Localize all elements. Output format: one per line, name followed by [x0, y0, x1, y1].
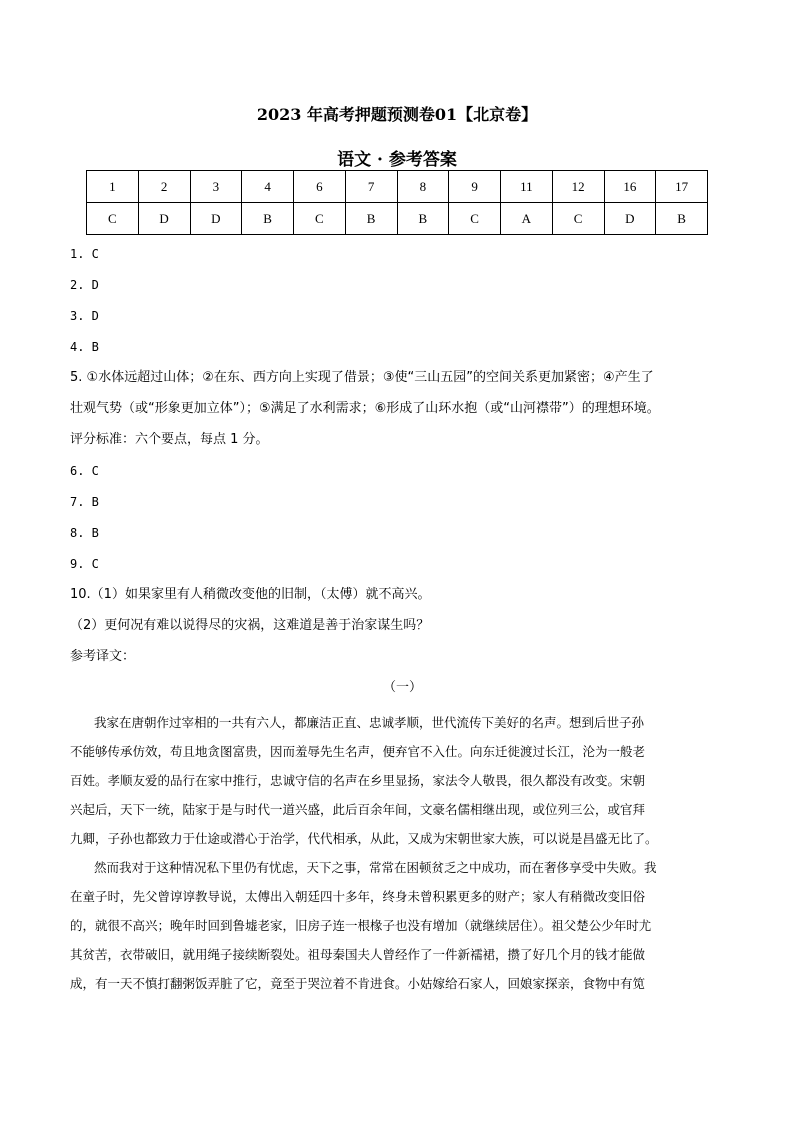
translation-line: 九卿，子孙也都致力于仕途或潜心于治学，代代相承，从此，又成为宋朝世家大族，可以说是昌盛无比了。: [70, 831, 658, 846]
question-number-row: [87, 171, 708, 203]
answer-cell: C: [552, 203, 604, 235]
answer-item-q10-part2: （2）更何况有难以说得尽的灾祸，这难道是善于治家谋生吗？: [70, 618, 430, 633]
answer-cell: C: [87, 203, 139, 235]
reference-translation-label: 参考译文：: [70, 649, 136, 664]
answer-cell: B: [345, 203, 397, 235]
translation-line: 成，有一天不慎打翻粥饭弄脏了它，竟至于哭泣着不肯进食。小姑嫁给石家人，回娘家探亲，食物中有笕: [70, 976, 646, 991]
answer-cell: A: [501, 203, 553, 235]
answer-item: 9. C: [70, 557, 99, 571]
answer-cell: D: [190, 203, 242, 235]
answer-cell: D: [604, 203, 656, 235]
answer-item: 1. C: [70, 247, 99, 261]
answer-item: 7. B: [70, 495, 99, 509]
question-number-cell: 1: [87, 171, 139, 203]
answer-list: [70, 244, 735, 709]
translation-line: 在童子时，先父曾谆谆教导说，太傅出入朝廷四十多年，终身未曾积累更多的财产；家人有稍微改变旧俗: [70, 889, 646, 904]
translation-line: 其贫苦，衣带破旧，就用绳子接续断裂处。祖母秦国夫人曾经作了一件新襦裙，攒了好几个月的钱才能做: [70, 947, 646, 962]
question-number-cell: 2: [138, 171, 190, 203]
translation-line: 我家在唐朝作过宰相的一共有六人，都廉洁正直、忠诚孝顺，世代流传下美好的名声。想到后世子孙: [94, 715, 645, 730]
translation-line: 然而我对于这种情况私下里仍有忧虑，天下之事，常常在困顿贫乏之中成功，而在奢侈享受中失败。我: [94, 860, 657, 875]
question-number-cell: 17: [656, 171, 708, 203]
page-subtitle: 语文 · 参考答案: [337, 150, 457, 170]
answer-cell: B: [397, 203, 449, 235]
answer-cell: C: [294, 203, 346, 235]
page-title: 2023 年高考押题预测卷01【北京卷】: [256, 105, 538, 124]
translation-line: 兴起后，天下一统，陆家于是与时代一道兴盛，此后百余年间，文豪名儒相继出现，或位列三公，或官拜: [70, 802, 646, 817]
translation-line: 不能够传承仿效，苟且地贪图富贵，因而羞辱先生名声，便弃官不入仕。向东迁徙渡过长江，沦为一般老: [70, 744, 646, 759]
answer-item: 8. B: [70, 526, 99, 540]
answer-item: 2. D: [70, 278, 99, 292]
answer-cell: B: [242, 203, 294, 235]
question-number-cell: 7: [345, 171, 397, 203]
answer-item: 3. D: [70, 309, 99, 323]
answer-row: [87, 203, 708, 235]
answer-cell: B: [656, 203, 708, 235]
question-number-cell: 4: [242, 171, 294, 203]
answer-item: 6. C: [70, 464, 99, 478]
translation-line: 的，就很不高兴；晚年时回到鲁墟老家，旧房子连一根椽子也没有增加（就继续居住）。祖父楚公少年时尤: [70, 918, 652, 933]
translation-line: 百姓。孝顺友爱的品行在家中推行，忠诚守信的名声在乡里显扬，家法令人敬畏，很久都没有改变。宋朝: [70, 773, 646, 788]
answer-item: 4. B: [70, 340, 99, 354]
answer-item-q5-line: 壮观气势（或“形象更加立体”）；⑤满足了水利需求；⑥形成了山环水抱（或“山河襟带”）的理想环境。: [70, 401, 660, 416]
answer-cell: D: [138, 203, 190, 235]
reference-translation: [70, 713, 730, 1003]
answer-item-q5-line: 5. ①水体远超过山体；②在东、西方向上实现了借景；③使“三山五园”的空间关系更加紧密；④产生了: [70, 370, 654, 385]
answer-item-q10-part1: 10.（1）如果家里有人稍微改变他的旧制，（太傅）就不高兴。: [70, 587, 431, 602]
section-mark: （一）: [382, 680, 422, 695]
question-number-cell: 9: [449, 171, 501, 203]
answer-table: [86, 170, 708, 235]
question-number-cell: 8: [397, 171, 449, 203]
question-number-cell: 3: [190, 171, 242, 203]
answer-cell: C: [449, 203, 501, 235]
question-number-cell: 11: [501, 171, 553, 203]
question-number-cell: 6: [294, 171, 346, 203]
question-number-cell: 12: [552, 171, 604, 203]
scoring-standard: 评分标准：六个要点，每点 1 分。: [70, 432, 269, 447]
question-number-cell: 16: [604, 171, 656, 203]
